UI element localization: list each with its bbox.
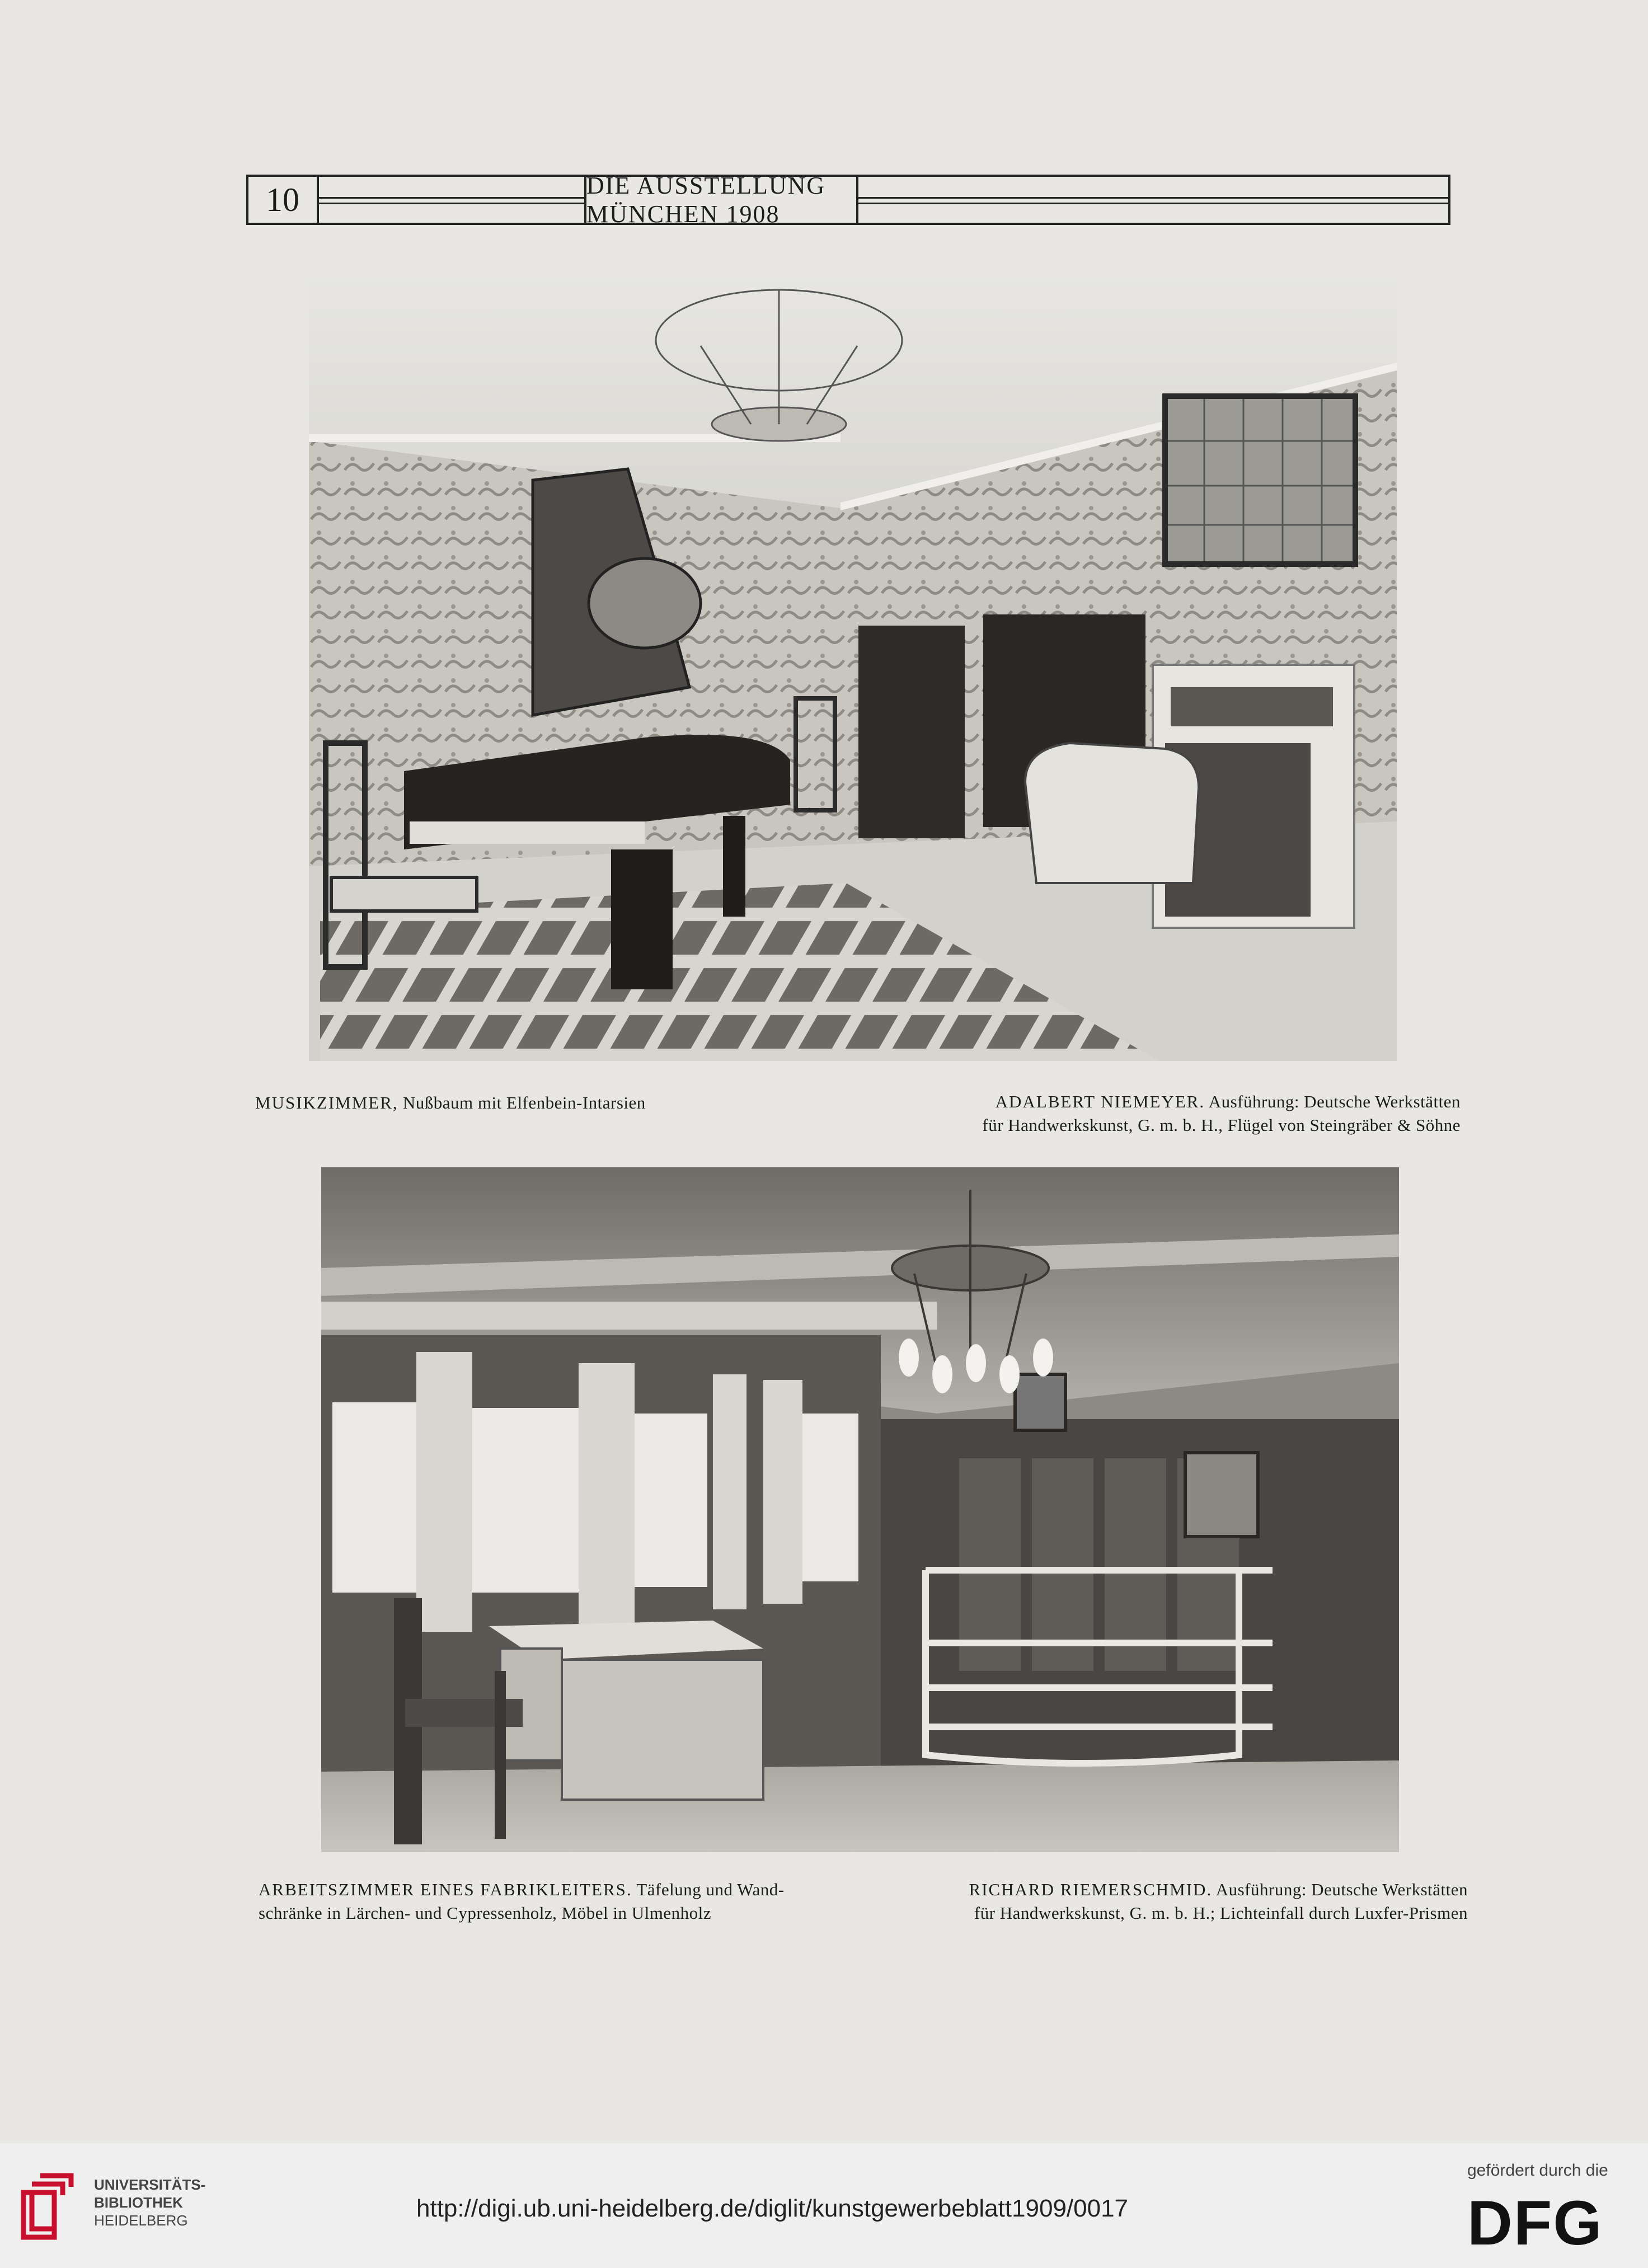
university-library-name: [94, 2176, 205, 2229]
caption-1-text: Nußbaum mit Elfenbein-Intarsien: [402, 1093, 646, 1112]
caption-2-title: ARBEITSZIMMER EINES FABRIKLEITERS.: [259, 1880, 632, 1899]
caption-1-right: [982, 1090, 1461, 1137]
caption-2-right-line2: für Handwerkskunst, G. m. b. H.; Lichteinfall durch Luxfer-Prismen: [974, 1903, 1468, 1923]
header-rule-right: [856, 177, 1448, 223]
viewer-footer: [0, 2143, 1648, 2268]
caption-2-right: [969, 1878, 1468, 1925]
caption-2-designer: RICHARD RIEMERSCHMID.: [969, 1880, 1213, 1899]
caption-2-left: [259, 1878, 785, 1925]
permalink-url[interactable]: http://digi.ub.uni-heidelberg.de/diglit/kunstgewerbeblatt1909/0017: [416, 2195, 1129, 2222]
library-line-1: UNIVERSITÄTS-: [94, 2176, 206, 2193]
caption-1-right-line1: Ausführung: Deutsche Werkstätten: [1208, 1092, 1461, 1111]
photo-study-room: [321, 1167, 1399, 1852]
caption-1-left: [255, 1091, 646, 1115]
caption-2-right-line1: Ausführung: Deutsche Werkstätten: [1215, 1880, 1468, 1899]
funding-text: gefördert durch die: [1467, 2161, 1608, 2180]
library-line-3: HEIDELBERG: [94, 2212, 188, 2229]
page-header: [246, 172, 1450, 228]
caption-2-left-line1: Täfelung und Wand-: [636, 1880, 785, 1899]
photo-music-room: [309, 256, 1397, 1061]
caption-2-left-line2: schränke in Lärchen- und Cypressenholz, Möbel in Ulmenholz: [259, 1903, 711, 1923]
header-rule-left: [319, 177, 584, 223]
page-number: 10: [248, 177, 319, 223]
caption-1-designer: ADALBERT NIEMEYER.: [995, 1092, 1205, 1111]
running-title: DIE AUSSTELLUNG MÜNCHEN 1908: [584, 177, 856, 223]
library-line-2: BIBLIOTHEK: [94, 2194, 183, 2211]
university-library-logo-icon[interactable]: [18, 2170, 79, 2243]
caption-1-title: MUSIKZIMMER,: [255, 1093, 398, 1112]
dfg-logo[interactable]: DFG: [1467, 2188, 1603, 2258]
caption-1-right-line2: für Handwerkskunst, G. m. b. H., Flügel von Steingräber & Söhne: [982, 1115, 1461, 1135]
